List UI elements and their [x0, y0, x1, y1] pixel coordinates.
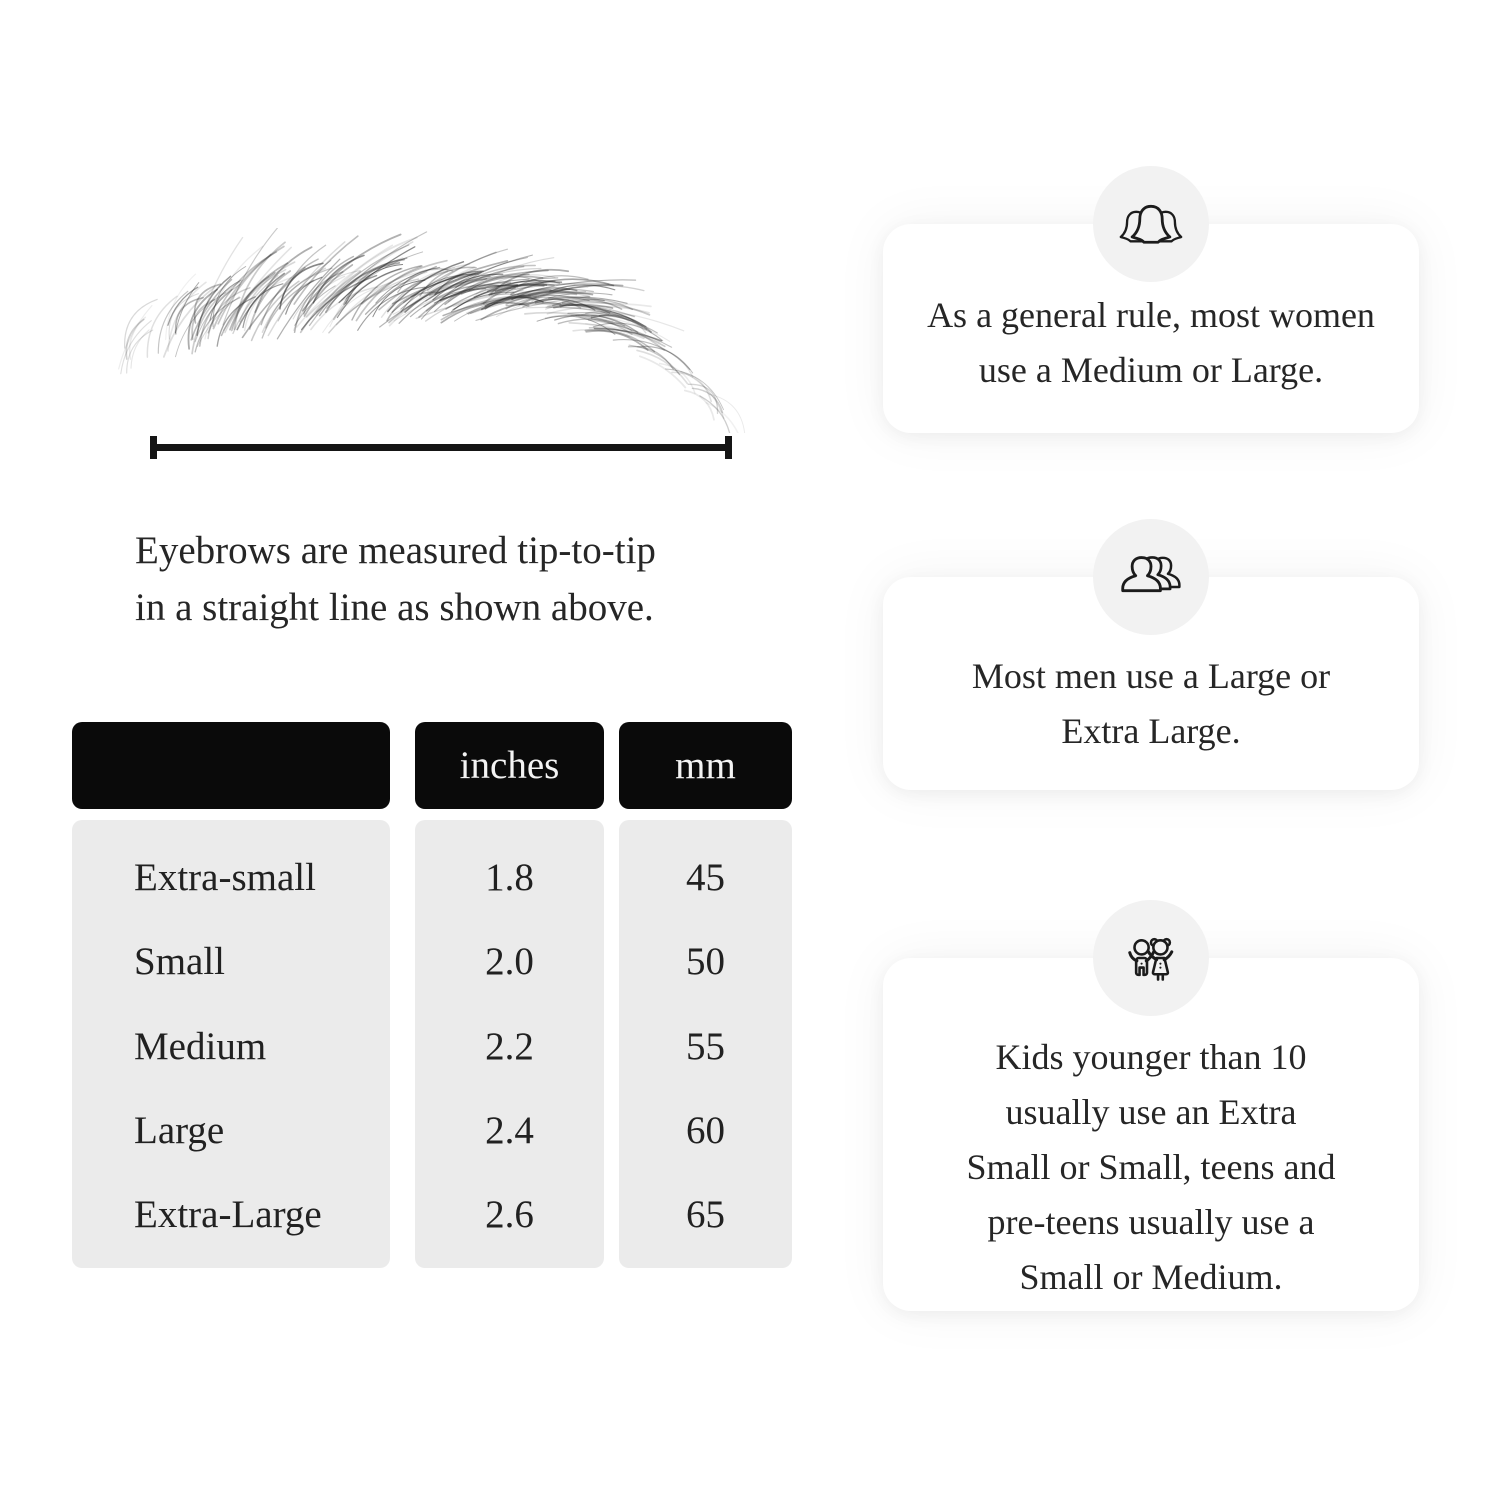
table-column-mm: [619, 820, 792, 1268]
table-header-blank: [72, 722, 390, 809]
table-cell-label: Extra-small: [134, 856, 316, 899]
table-cell-mm: 45: [686, 856, 725, 899]
table-cell-label: Extra-Large: [134, 1193, 322, 1236]
table-column-sizes: [72, 820, 390, 1268]
icon-circle: [1093, 900, 1209, 1016]
table-cell-inches: 1.8: [485, 856, 534, 899]
card-text-line: Most men use a Large or: [971, 656, 1331, 696]
measurement-line: [150, 436, 732, 459]
table-column-inches: [415, 820, 604, 1268]
card-text-line: pre-teens usually use a: [987, 1202, 1315, 1242]
card-text-line: Extra Large.: [1061, 711, 1241, 751]
icon-circle: [1093, 519, 1209, 635]
caption-line: in a straight line as shown above.: [135, 586, 654, 629]
women-group-icon: [1118, 191, 1184, 257]
info-card-women: [883, 224, 1419, 433]
table-cell-inches: 2.4: [485, 1108, 534, 1152]
card-text-line: As a general rule, most women: [927, 295, 1375, 335]
table-cell-label: Medium: [134, 1024, 267, 1068]
card-text: [901, 1030, 1401, 1305]
men-group-icon: [1118, 544, 1184, 610]
info-card-men: [883, 577, 1419, 790]
table-cell-label: Large: [134, 1108, 225, 1152]
card-text-line: Small or Medium.: [1019, 1257, 1283, 1297]
table-cell-label: Small: [134, 940, 226, 984]
table-header-inches: inches: [415, 722, 604, 809]
card-text: [901, 288, 1401, 398]
card-text-line: use a Medium or Large.: [978, 350, 1324, 390]
table-cell-mm: 55: [686, 1024, 725, 1068]
kids-icon: [1118, 925, 1184, 991]
measurement-line-bar: [157, 444, 725, 451]
table-cell-mm: 50: [686, 940, 725, 984]
table-cell-inches: 2.2: [485, 1024, 534, 1068]
card-text-line: Kids younger than 10: [995, 1037, 1307, 1077]
card-text: [901, 649, 1401, 759]
icon-circle: [1093, 166, 1209, 282]
card-text-line: usually use an Extra: [1005, 1092, 1297, 1132]
card-text-line: Small or Small, teens and: [966, 1147, 1336, 1187]
eyebrow-illustration: [105, 228, 750, 433]
info-card-kids: [883, 958, 1419, 1311]
caption-line: Eyebrows are measured tip-to-tip: [135, 529, 656, 572]
table-header-mm: mm: [619, 722, 792, 809]
table-cell-mm: 60: [686, 1108, 725, 1152]
table-cell-mm: 65: [686, 1193, 725, 1236]
table-cell-inches: 2.6: [485, 1193, 534, 1236]
table-cell-inches: 2.0: [485, 940, 534, 984]
measurement-caption: [135, 522, 656, 636]
